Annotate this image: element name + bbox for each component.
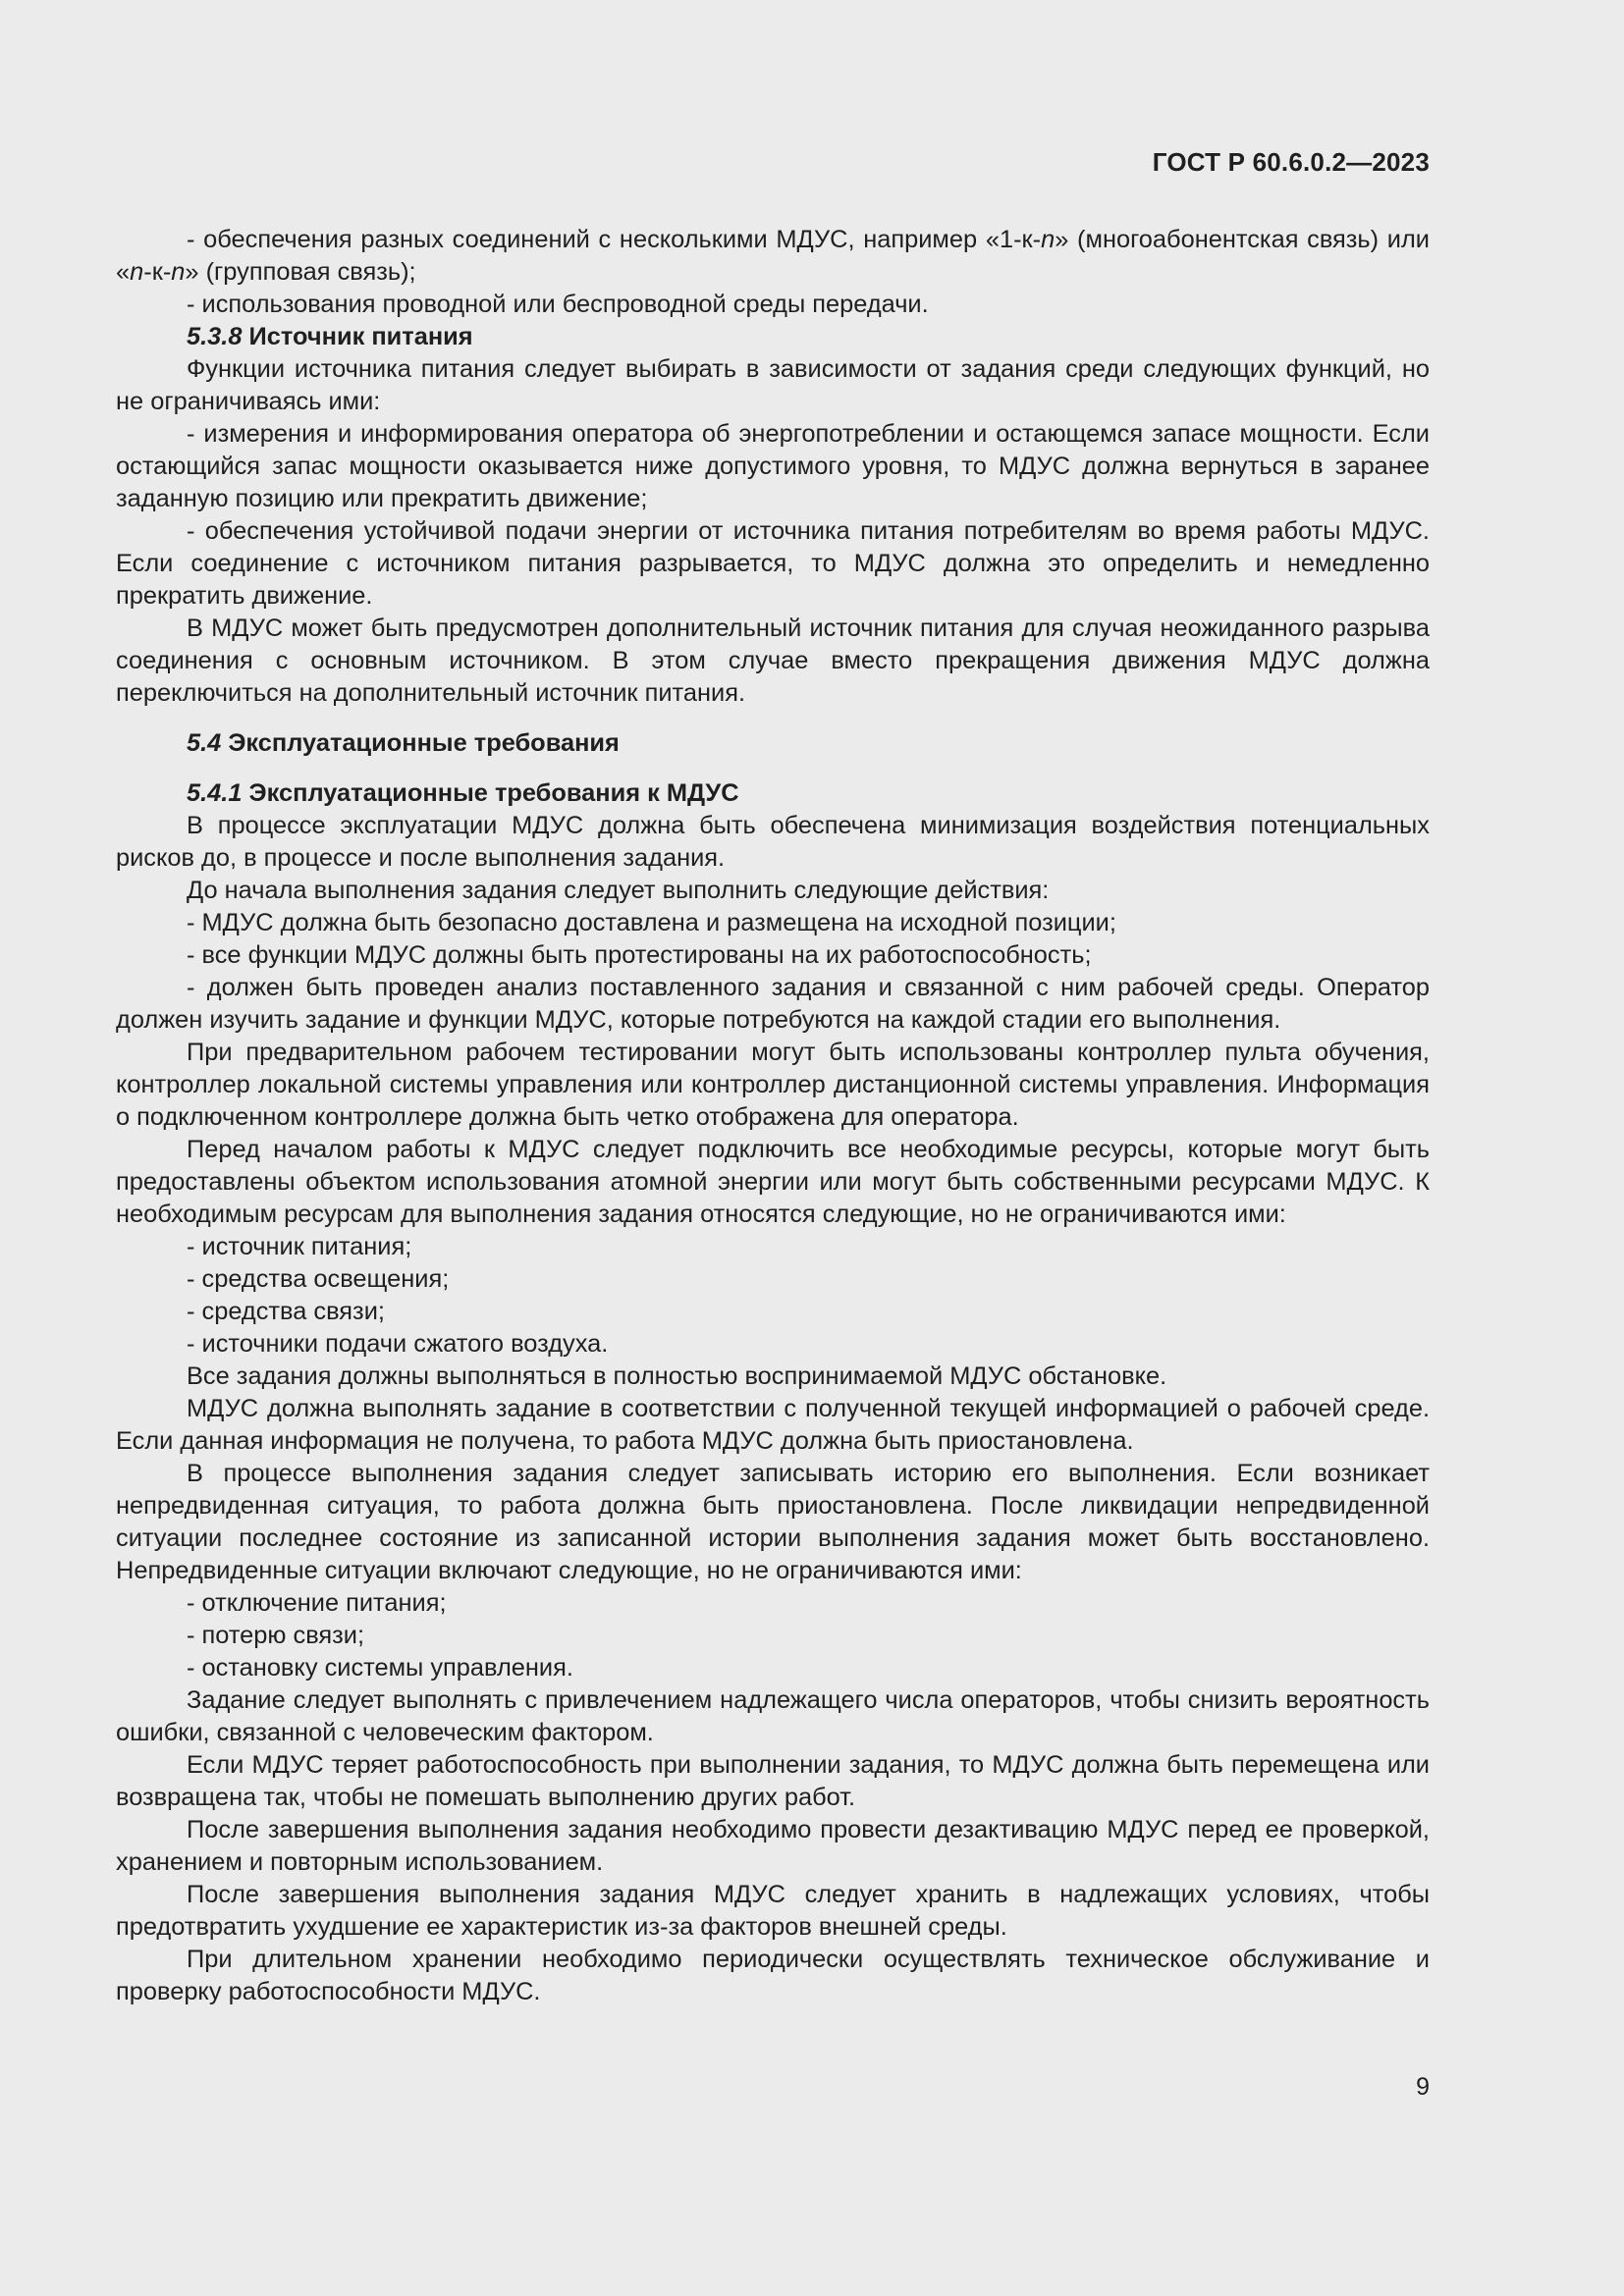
subsection-heading: [116, 777, 1430, 810]
paragraph: Функции источника питания следует выбирать в зависимости от задания среди следующих функций, но не ограничиваясь ими:: [116, 355, 1430, 415]
paragraph: Перед началом работы к МДУС следует подключить все необходимые ресурсы, которые могут быть предоставлены объектом использования атомной энергии или могут быть собственными ресурсами МДУС. К необходимым ресурсам для выполнения задания относятся следующие, но не ограничиваются ими:: [116, 1136, 1430, 1228]
paragraph: В МДУС может быть предусмотрен дополнительный источник питания для случая неожиданного разрыва соединения с основным источником. В этом случае вместо прекращения движения МДУС должна переключиться на дополнительный источник питания.: [116, 614, 1430, 707]
document-id: ГОСТ Р 60.6.0.2—2023: [1152, 147, 1430, 177]
paragraph: - остановку системы управления.: [187, 1654, 573, 1682]
heading-number: 5.3.8: [187, 323, 243, 350]
paragraph: - средства освещения;: [187, 1265, 450, 1293]
paragraph: - источники подачи сжатого воздуха.: [187, 1330, 609, 1358]
heading-number: 5.4.1: [187, 779, 243, 807]
paragraph: - средства связи;: [187, 1298, 385, 1325]
document-body: [116, 224, 1430, 2008]
paragraph: - МДУС должна быть безопасно доставлена и размещена на исходной позиции;: [187, 909, 1116, 936]
heading-title: Эксплуатационные требования: [228, 729, 620, 757]
paragraph: При длительном хранении необходимо периодически осуществлять техническое обслуживание и проверку работоспособности МДУС.: [116, 1946, 1430, 2005]
paragraph: - обеспечения устойчивой подачи энергии от источника питания потребителям во время работы МДУС. Если соединение с источником питания разрывается, то МДУС должна это определить и немедленно прекратить движение.: [116, 517, 1430, 610]
paragraph: - все функции МДУС должны быть протестированы на их работоспособность;: [187, 941, 1092, 969]
paragraph: - потерю связи;: [187, 1622, 365, 1649]
paragraph: - использования проводной или беспроводной среды передачи.: [187, 291, 929, 318]
heading-number: 5.4: [187, 729, 222, 757]
paragraph: После завершения выполнения задания необходимо провести дезактивацию МДУС перед ее проверкой, хранением и повторным использованием.: [116, 1816, 1430, 1876]
paragraph: Задание следует выполнять с привлечением надлежащего числа операторов, чтобы снизить вероятность ошибки, связанной с человеческим фактором.: [116, 1686, 1430, 1746]
page-number: 9: [1416, 2073, 1430, 2101]
paragraph: - должен быть проведен анализ поставленного задания и связанной с ним рабочей среды. Оператор должен изучить задание и функции МДУС, которые потребуются на каждой стадии его выполнения.: [116, 974, 1430, 1034]
heading-title: Источник питания: [248, 323, 473, 350]
paragraph: - отключение питания;: [187, 1589, 447, 1617]
section-heading: [116, 727, 1430, 760]
paragraph: - измерения и информирования оператора об энергопотреблении и остающемся запасе мощности. Если остающийся запас мощности оказывается ниже допустимого уровня, то МДУС должна вернуться в заранее заданную позицию или прекратить движение;: [116, 420, 1430, 512]
paragraph: Если МДУС теряет работоспособность при выполнении задания, то МДУС должна быть перемещена или возвращена так, чтобы не помешать выполнению других работ.: [116, 1751, 1430, 1811]
heading-title: Эксплуатационные требования к МДУС: [248, 779, 739, 807]
paragraph: МДУС должна выполнять задание в соответствии с полученной текущей информацией о рабочей среде. Если данная информация не получена, то работа МДУС должна быть приостановлена.: [116, 1395, 1430, 1455]
paragraph: В процессе выполнения задания следует записывать историю его выполнения. Если возникает непредвиденная ситуация, то работа должна быть приостановлена. После ликвидации непредвиденной ситуации последнее состояние из записанной истории выполнения задания может быть восстановлено. Непредвиденные ситуации включают следующие, но не ограничиваются ими:: [116, 1460, 1430, 1584]
paragraph: Все задания должны выполняться в полностью воспринимаемой МДУС обстановке.: [187, 1362, 1167, 1390]
paragraph: До начала выполнения задания следует выполнить следующие действия:: [187, 877, 1050, 904]
paragraph: При предварительном рабочем тестировании могут быть использованы контроллер пульта обучения, контроллер локальной системы управления или контроллер дистанционной системы управления. Информация о подключенном контроллере должна быть четко отображена для оператора.: [116, 1039, 1430, 1131]
paragraph: В процессе эксплуатации МДУС должна быть обеспечена минимизация воздействия потенциальных рисков до, в процессе и после выполнения задания.: [116, 812, 1430, 872]
subsection-heading: [116, 321, 1430, 353]
paragraph: - источник питания;: [187, 1233, 412, 1260]
paragraph: После завершения выполнения задания МДУС следует хранить в надлежащих условиях, чтобы предотвратить ухудшение ее характеристик из-за факторов внешней среды.: [116, 1881, 1430, 1941]
paragraph: - обеспечения разных соединений с несколькими МДУС, например «1-к-n» (многоабонентская связь) или «n-к-n» (групповая связь);: [116, 226, 1430, 286]
